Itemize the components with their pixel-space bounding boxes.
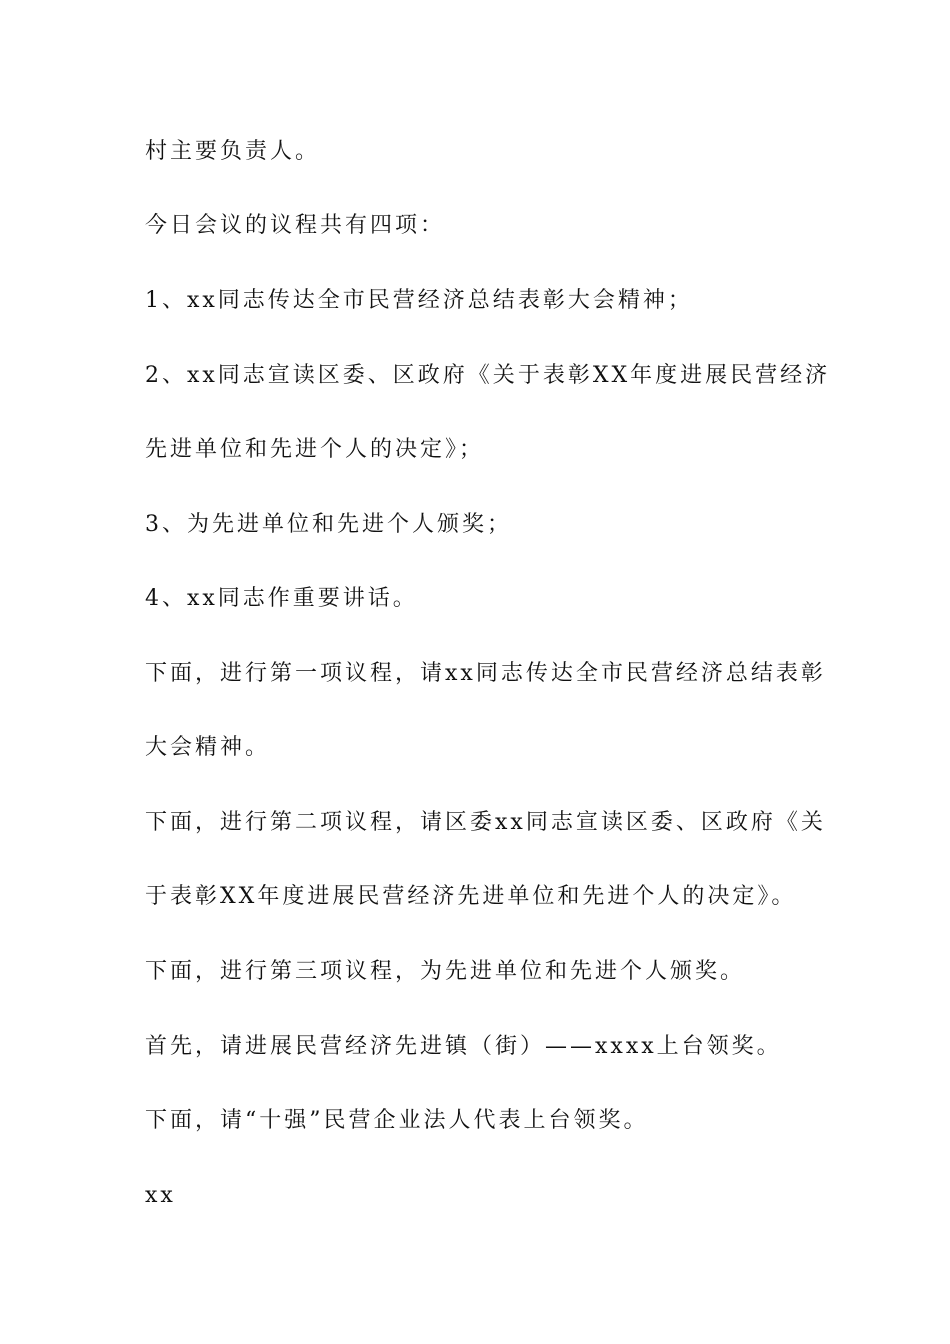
text-line-enterprise-award: 下面，请“十强”民营企业法人代表上台领奖。 — [145, 1108, 649, 1133]
text-line-agenda-item-2-cont: 先进单位和先进个人的决定》； — [145, 437, 485, 462]
text-line-agenda-item-4: 4、xx同志作重要讲话。 — [145, 586, 418, 611]
text-line-agenda-item-3: 3、为先进单位和先进个人颁奖； — [145, 512, 512, 537]
text-line-third-item: 下面，进行第三项议程，为先进单位和先进个人颁奖。 — [145, 959, 746, 984]
text-line-town-award: 首先，请进展民营经济先进镇（街）——xxxx上台领奖。 — [145, 1034, 782, 1059]
text-line-second-item-cont: 于表彰XX年度进展民营经济先进单位和先进个人的决定》。 — [145, 884, 797, 909]
text-line-first-item: 下面，进行第一项议程，请xx同志传达全市民营经济总结表彰 — [145, 661, 826, 686]
text-line-agenda-item-1: 1、xx同志传达全市民营经济总结表彰大会精神； — [145, 288, 693, 313]
text-line-name-placeholder: xx — [145, 1183, 176, 1208]
text-line-agenda-intro: 今日会议的议程共有四项： — [145, 213, 446, 238]
text-line-agenda-item-2: 2、xx同志宣读区委、区政府《关于表彰XX年度进展民营经济 — [145, 363, 831, 388]
text-line-second-item: 下面，进行第二项议程，请区委xx同志宣读区委、区政府《关 — [145, 810, 826, 835]
text-line-responsible-persons: 村主要负责人。 — [145, 139, 321, 164]
text-line-first-item-cont: 大会精神。 — [145, 735, 271, 760]
